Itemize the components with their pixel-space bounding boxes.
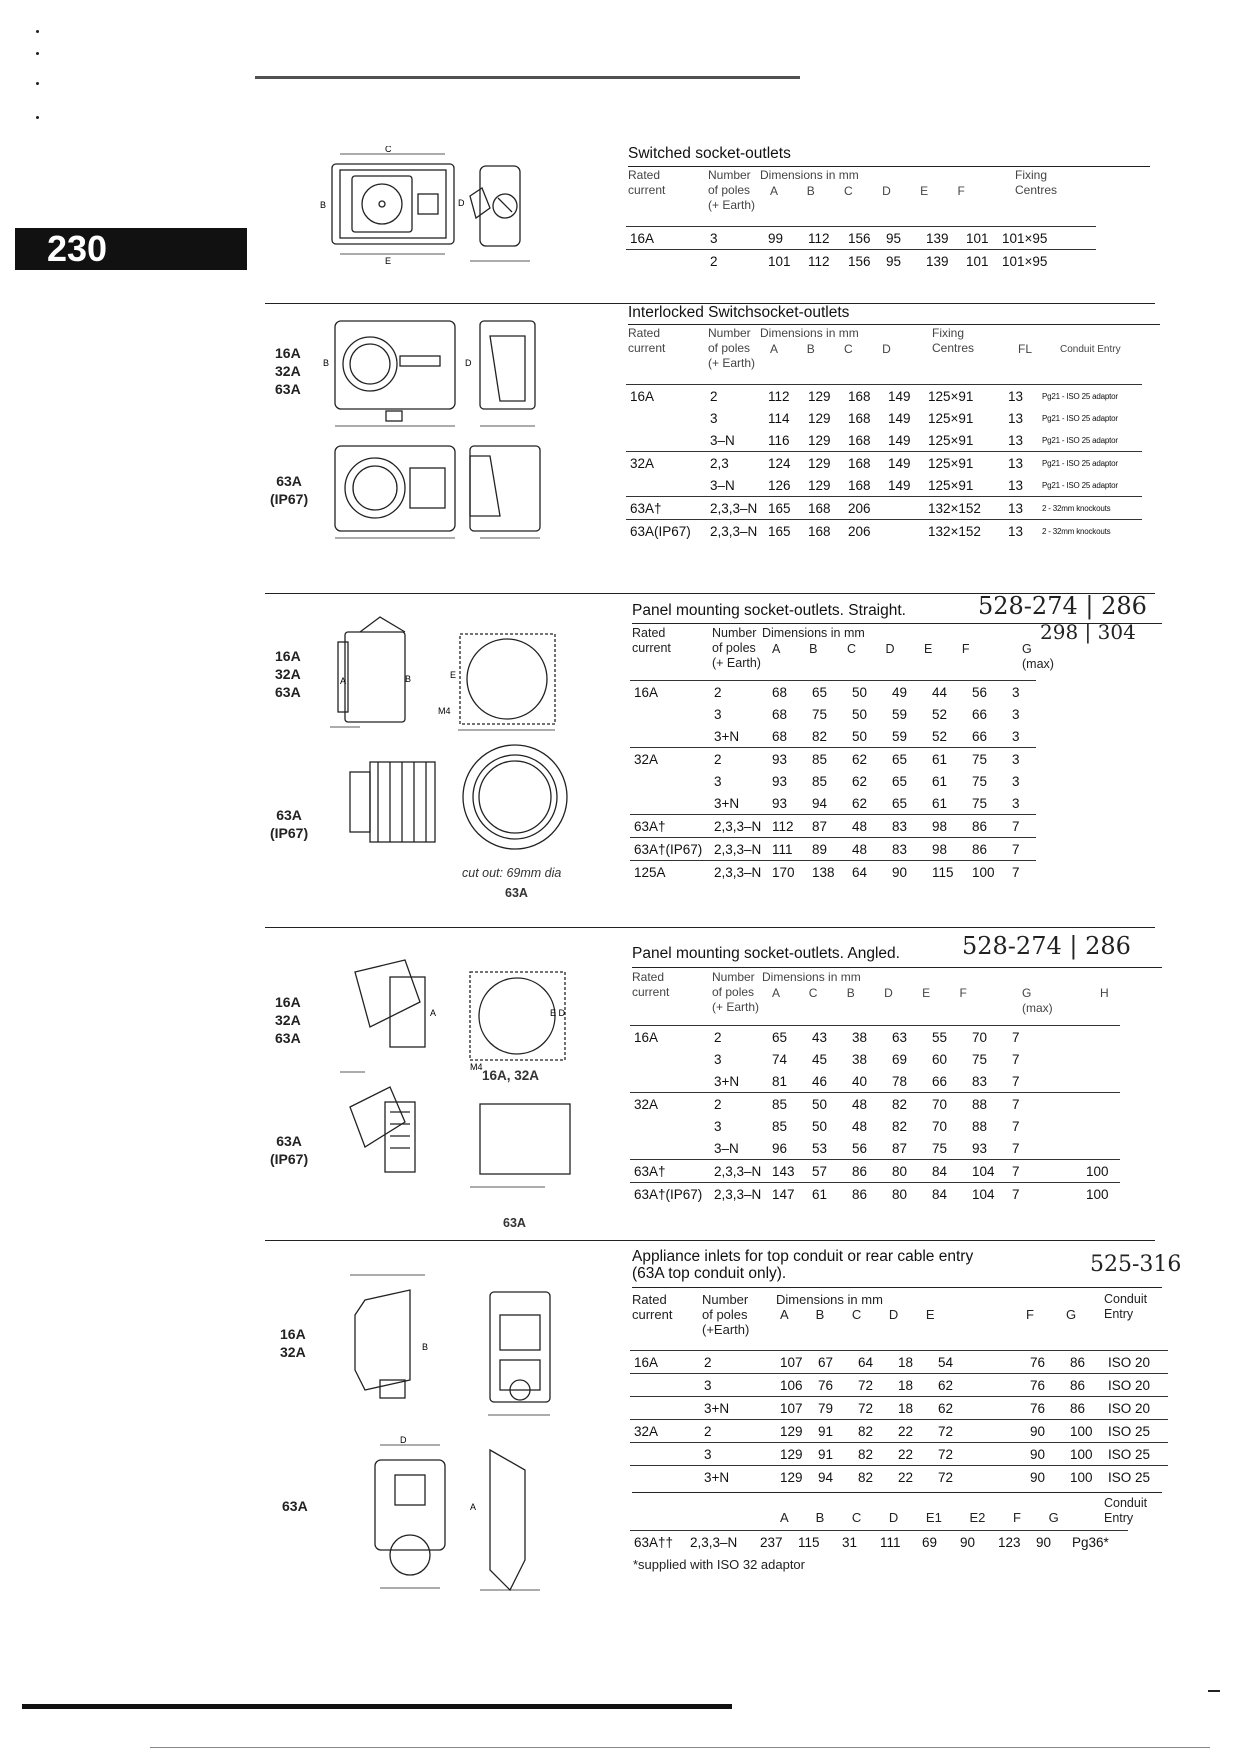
drawing-caption: 63A <box>505 886 528 900</box>
svg-text:B: B <box>323 358 330 368</box>
handwritten-note: 298 | 304 <box>1040 620 1136 644</box>
table-row: 32A 2,3 124 129 168 149 125×91 13 Pg21 - ISO 25 adaptor <box>626 452 1142 475</box>
svg-text:B: B <box>320 200 327 210</box>
table-row: 3+N 93 94 62 65 61 75 3 <box>714 795 1020 811</box>
table-row: 3 114 129 168 149 125×91 13 Pg21 - ISO 25 adaptor <box>710 410 1118 426</box>
appliance-inlet-drawing <box>340 1270 570 1600</box>
footer-thin-rule <box>150 1747 1210 1748</box>
rating-labels: 16A 32A 63A <box>275 994 301 1046</box>
handwritten-note: 528-274 | 286 <box>978 592 1147 620</box>
svg-text:B: B <box>405 674 412 684</box>
table-row: 16A 2 65 43 38 63 55 70 7 <box>630 1026 1120 1049</box>
header-f: F <box>1026 1307 1034 1322</box>
rating-labels: 16A 32A 63A <box>275 648 301 700</box>
interlocked-table <box>626 384 1142 542</box>
svg-text:C: C <box>385 146 392 154</box>
rating-labels: 63A (IP67) <box>270 473 309 507</box>
rating-labels: 16A 32A 63A <box>275 345 301 397</box>
table-row: 3 74 45 38 69 60 75 7 <box>714 1051 1020 1067</box>
table-row: 32A 2 93 85 62 65 61 75 3 <box>630 748 1036 771</box>
header-poles: Number of poles (+ Earth) <box>712 626 761 670</box>
table-row: 63A(IP67) 2,3,3–N 165 168 206 132×152 13 2 - 32mm knockouts <box>626 520 1142 543</box>
drawing-caption: 63A <box>503 1216 526 1230</box>
scan-mark <box>36 30 39 33</box>
handwritten-note: 528-274 | 286 <box>962 932 1131 960</box>
panel-angled-table <box>630 1025 1120 1205</box>
header-dimensions: Dimensions in mm <box>776 1292 883 1307</box>
table-row: 3+N 107 79 72 18 62 76 86 ISO 20 <box>630 1397 1168 1420</box>
section-title: Panel mounting socket-outlets. Angled. <box>632 945 900 962</box>
table-row: 3 68 75 50 59 52 66 3 <box>714 706 1020 722</box>
svg-text:A: A <box>470 1502 477 1512</box>
section-title: Switched socket-outlets <box>628 145 791 162</box>
rating-labels: 16A 32A <box>280 1326 306 1360</box>
table-row: 63A†(IP67) 2,3,3–N 147 61 86 80 84 104 7 100 <box>630 1183 1120 1206</box>
header-poles: Number of poles (+ Earth) <box>708 168 756 212</box>
svg-text:A: A <box>430 1008 437 1018</box>
handwritten-note: 525-316 <box>1090 1252 1182 1277</box>
switched-socket-drawing <box>320 146 560 271</box>
scan-mark <box>36 116 39 119</box>
table-row: 3–N 116 129 168 149 125×91 13 Pg21 - ISO 25 adaptor <box>710 432 1118 448</box>
rating-labels: 63A (IP67) <box>270 1133 309 1167</box>
table-row: 3+N 68 82 50 59 52 66 3 <box>714 728 1020 744</box>
table-row: 3–N 96 53 56 87 75 93 7 <box>714 1140 1020 1156</box>
appliance-inlet-table <box>630 1350 1168 1488</box>
svg-text:M4: M4 <box>470 1062 483 1072</box>
cutout-caption: cut out: 69mm dia <box>462 866 562 880</box>
header-fixing: Fixing Centres <box>1015 168 1058 197</box>
table-row: 63A† 2,3,3–N 143 57 86 80 84 104 7 100 <box>630 1160 1120 1183</box>
header-rated: Rated current <box>628 168 666 197</box>
header-letters-63a: A B C D E1 E2 F G <box>780 1510 1059 1525</box>
footnote: *supplied with ISO 32 adaptor <box>633 1557 805 1572</box>
header-g-max: G (max) <box>1022 642 1054 671</box>
header-letters: A C B D E F <box>772 986 967 1000</box>
header-conduit: Conduit Entry <box>1104 1292 1148 1321</box>
panel-straight-drawing <box>320 612 600 872</box>
table-row: 63A†(IP67) 2,3,3–N 111 89 48 83 98 86 7 <box>630 838 1036 861</box>
panel-angled-drawing <box>330 952 580 1202</box>
section-title: Interlocked Switchsocket-outlets <box>628 304 850 321</box>
interlocked-socket-drawing <box>320 316 560 546</box>
header-conduit-63a: Conduit Entry <box>1104 1496 1148 1525</box>
svg-text:D: D <box>465 358 472 368</box>
header-poles: Number of poles (+Earth) <box>702 1292 750 1337</box>
table-row: 3–N 126 129 168 149 125×91 13 Pg21 - ISO 25 adaptor <box>710 477 1118 493</box>
header-g-max: G (max) <box>1022 986 1053 1015</box>
header-h: H <box>1100 986 1109 1000</box>
table-row: 63A† 2,3,3–N 165 168 206 132×152 13 2 - 32mm knockouts <box>626 497 1142 520</box>
header-rated: Rated current <box>628 326 666 355</box>
header-rated: Rated current <box>632 970 670 999</box>
table-row: 3+N 81 46 40 78 66 83 7 <box>714 1073 1020 1089</box>
scan-mark <box>36 82 39 85</box>
drawing-caption: 16A, 32A <box>482 1068 540 1083</box>
svg-text:E: E <box>385 256 392 266</box>
table-row: 3 106 76 72 18 62 76 86 ISO 20 <box>630 1374 1168 1397</box>
header-fl: FL <box>1018 342 1033 356</box>
header-rated: Rated current <box>632 1292 673 1322</box>
header-rule <box>255 76 800 79</box>
header-poles: Number of poles (+ Earth) <box>712 970 760 1014</box>
header-letters: A B C D E <box>780 1307 935 1322</box>
table-row: 16A 2 107 67 64 18 54 76 86 ISO 20 <box>630 1351 1168 1374</box>
svg-text:E D: E D <box>550 1008 566 1018</box>
header-rated: Rated current <box>632 626 671 655</box>
header-fixing: Fixing Centres <box>932 326 975 355</box>
table-row: 63A†† 2,3,3–N 237 115 31 111 69 90 123 90 Pg36* <box>630 1531 1128 1554</box>
header-poles: Number of poles (+ Earth) <box>708 326 756 370</box>
table-row: 3 93 85 62 65 61 75 3 <box>714 773 1020 789</box>
appliance-inlet-63a-table <box>630 1530 1128 1553</box>
table-row: 63A† 2,3,3–N 112 87 48 83 98 86 7 <box>630 815 1036 838</box>
table-row: 125A 2,3,3–N 170 138 64 90 115 100 7 <box>630 861 1036 884</box>
section-title: Appliance inlets for top conduit or rear cable entry (63A top conduit only). <box>632 1248 974 1282</box>
table-row: 32A 2 85 50 48 82 70 88 7 <box>630 1093 1120 1116</box>
table-row: 2 101 112 156 95 139 101 101×95 <box>626 250 1096 273</box>
footer-rule <box>22 1704 732 1709</box>
scan-mark <box>36 52 39 55</box>
svg-text:B: B <box>422 1342 429 1352</box>
table-row: 16A 2 68 65 50 49 44 56 3 <box>630 681 1036 704</box>
scan-mark <box>1208 1690 1220 1692</box>
rating-labels: 63A (IP67) <box>270 807 309 841</box>
header-dimensions: Dimensions in mm <box>760 168 859 182</box>
svg-text:E: E <box>450 670 457 680</box>
section-title: Panel mounting socket-outlets. Straight. <box>632 602 906 619</box>
rating-labels: 63A <box>282 1498 308 1514</box>
header-g: G <box>1066 1307 1077 1322</box>
header-dimensions: Dimensions in mm <box>760 326 859 340</box>
table-row: 3+N 129 94 82 22 72 90 100 ISO 25 <box>630 1466 1168 1489</box>
table-row: 16A 3 99 112 156 95 139 101 101×95 <box>626 227 1096 250</box>
switched-table <box>626 226 1096 272</box>
svg-text:M4: M4 <box>438 706 451 716</box>
svg-text:D: D <box>400 1435 407 1445</box>
header-letters: A B C D E F <box>770 184 965 198</box>
header-letters: A B C D E F <box>772 642 970 656</box>
header-dimensions: Dimensions in mm <box>762 626 865 640</box>
svg-text:D: D <box>458 198 465 208</box>
table-row: 32A 2 129 91 82 22 72 90 100 ISO 25 <box>630 1420 1168 1443</box>
svg-text:A: A <box>340 676 347 686</box>
page-number-badge: 230 <box>15 228 247 270</box>
table-row: 16A 2 112 129 168 149 125×91 13 Pg21 - ISO 25 adaptor <box>626 385 1142 408</box>
header-letters: A B C D <box>770 342 891 356</box>
table-row: 3 129 91 82 22 72 90 100 ISO 25 <box>630 1443 1168 1466</box>
panel-straight-table <box>630 680 1036 883</box>
header-dimensions: Dimensions in mm <box>762 970 861 984</box>
table-row: 3 85 50 48 82 70 88 7 <box>714 1118 1020 1134</box>
header-conduit: Conduit Entry <box>1060 344 1121 355</box>
